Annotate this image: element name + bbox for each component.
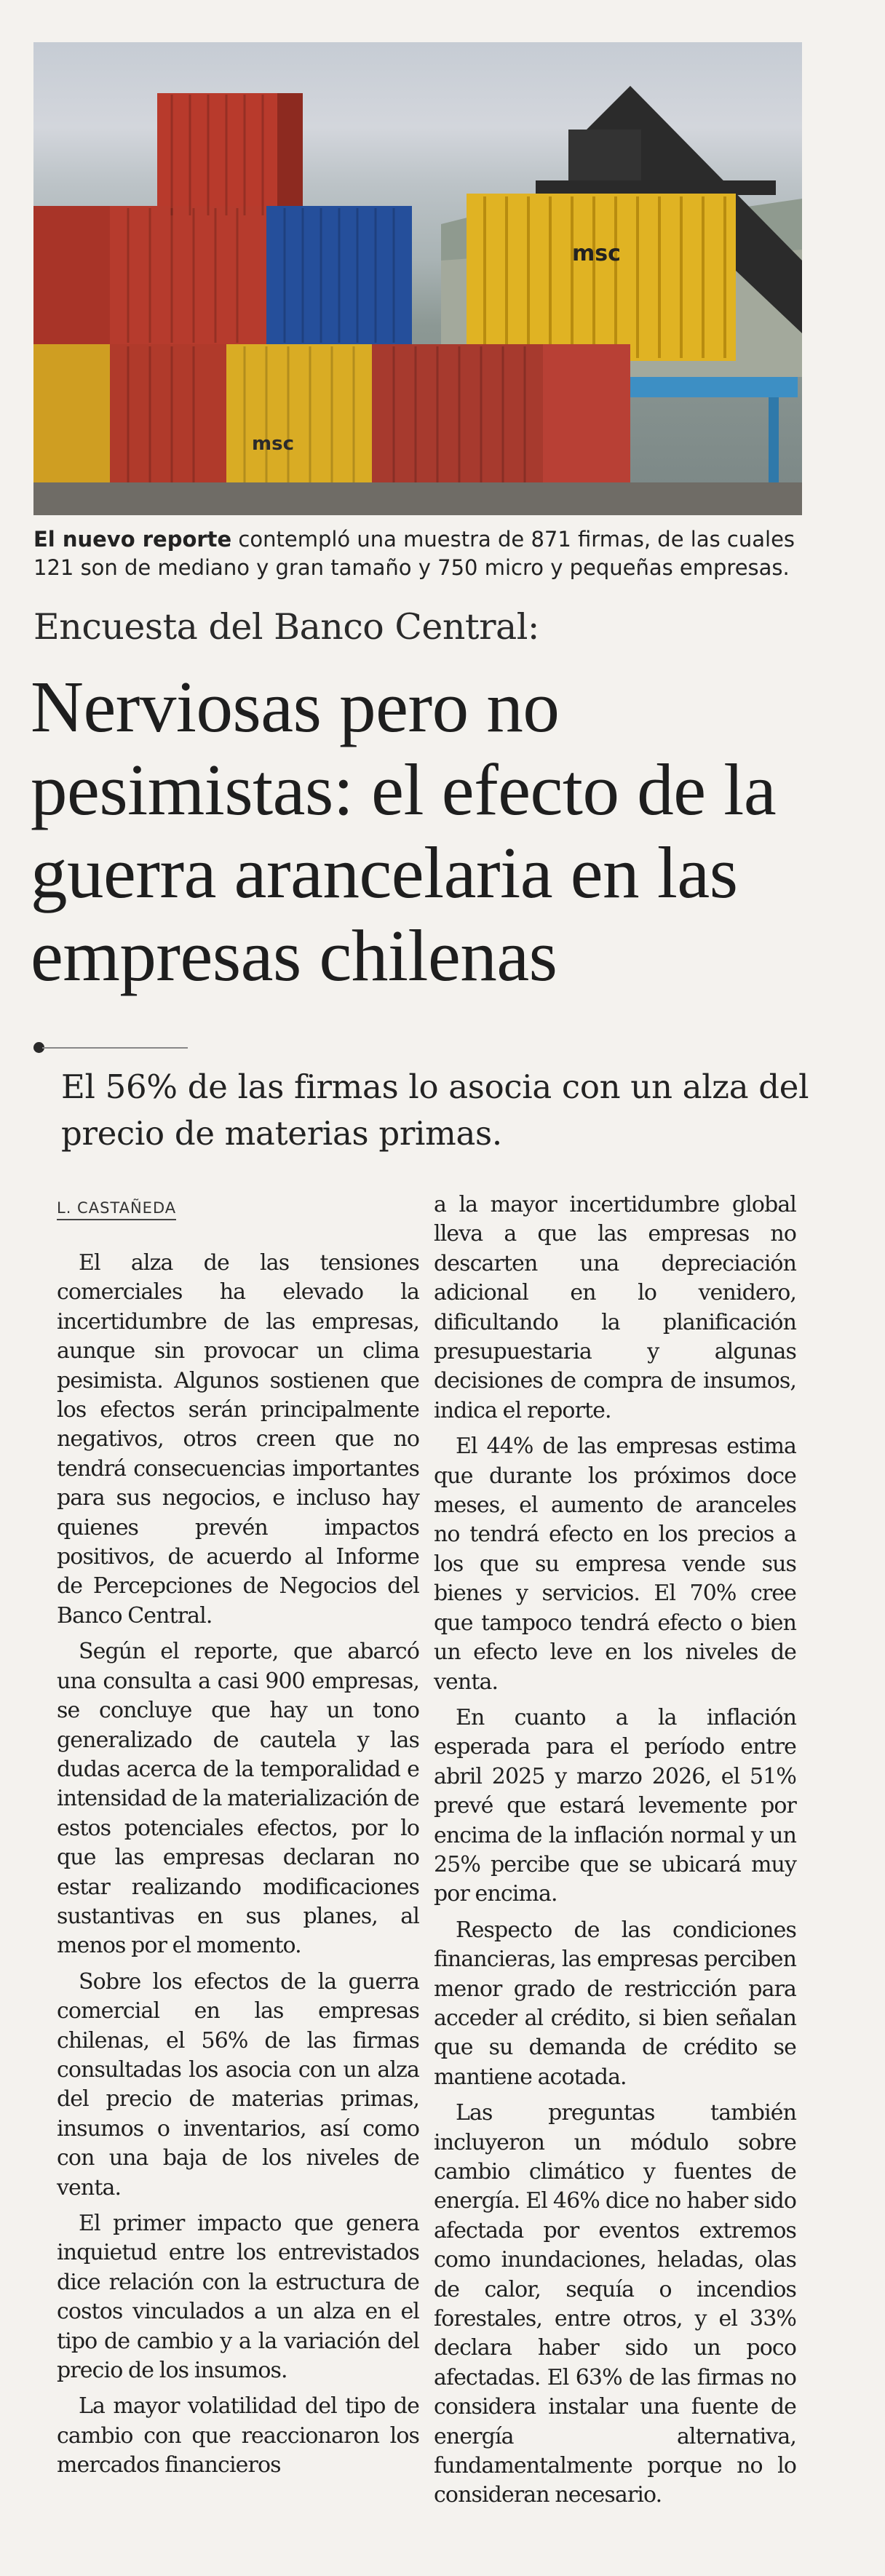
body-paragraph: Respecto de las condiciones financieras, las empresas perciben menor grado de restricción para acceder al crédito, si bien señalan que su demanda de crédito se mantiene acotada.: [434, 1917, 796, 2090]
separator-line: [42, 1047, 188, 1049]
article-kicker: Encuesta del Banco Central:: [33, 606, 539, 648]
body-column-right: [434, 1190, 796, 2517]
news-photo: [33, 42, 802, 515]
caption-lead: El nuevo reporte: [33, 527, 232, 552]
body-paragraph: Según el reporte, que abarcó una consulta a casi 900 empresas, se concluye que hay un tono generalizado de cautela y las dudas acerca de la temporalidad e intensidad de la materialización de estos potenciales efectos, por lo que las empresas declaran no estar realizando modificaciones sustantivas en sus planes, al menos por el momento.: [57, 1639, 419, 1959]
body-paragraph: La mayor volatilidad del tipo de cambio con que reaccionaron los mercados financieros: [57, 2393, 419, 2478]
body-paragraph: En cuanto a la inflación esperada para el período entre abril 2025 y marzo 2026, el 51% prevé que estará levemente por encima de la inflación normal y un 25% percibe que se ubicará muy por encima.: [434, 1704, 796, 1907]
container-logo: msc: [572, 241, 621, 266]
body-paragraph: Sobre los efectos de la guerra comercial en las empresas chilenas, el 56% de las firmas consultadas los asocia con un alza del precio de materias primas, insumos o inventarios, así como con una baja de los niveles de venta.: [57, 1968, 419, 2201]
body-column-left: [57, 1249, 419, 2487]
body-paragraph: a la mayor incertidumbre global lleva a que las empresas no descarten una depreciación adicional en lo venidero, dificultando la planificación presupuestaria y algunas decisiones de compra de insumos, indica el reporte.: [434, 1192, 796, 1423]
body-paragraph: Las preguntas también incluyeron un módulo sobre cambio climático y fuentes de energía. El 46% dice no haber sido afectada por eventos extremos como inundaciones, heladas, olas de calor, sequía o incendios forestales, entre otros, y el 33% declara haber sido un poco afectadas. El 63% de las firmas no considera instalar una fuente de energía alternativa, fundamentalmente porque no lo consideran necesario.: [434, 2100, 796, 2508]
body-paragraph: El alza de las tensiones comerciales ha elevado la incertidumbre de las empresas, aunque sin provocar un clima pesimista. Algunos sostienen que los efectos serán principalmente negativos, otros creen que no tendrá consecuencias importantes para sus negocios, e incluso hay quienes prevén impactos positivos, de acuerdo al Informe de Percepciones de Negocios del Banco Central.: [57, 1250, 419, 1629]
container-logo: msc: [252, 433, 294, 455]
article-subhead: El 56% de las firmas lo asocia con un alza del precio de materias primas.: [61, 1068, 809, 1153]
shipping-containers-photo: [33, 42, 802, 515]
body-paragraph: El primer impacto que genera inquietud entre los entrevistados dice relación con la estructura de costos vinculados a un alza en el tipo de cambio y a la variación del precio de los insumos.: [57, 2211, 419, 2384]
byline: L. CASTAÑEDA: [57, 1199, 176, 1220]
photo-caption: [33, 525, 805, 582]
body-paragraph: El 44% de las empresas estima que durante los próximos doce meses, el aumento de aranceles no tendrá efecto en los precios a los que su empresa vende sus bienes y servicios. El 70% cree que tampoco tendrá efecto o bien un efecto leve en los niveles de venta.: [434, 1434, 796, 1695]
article-headline: Nerviosas pero no pesimistas: el efecto de la guerra arancelaria en las empresas chilenas: [31, 666, 777, 996]
caption-text: contempló una muestra de 871 firmas, de las cuales 121 son de mediano y gran tamaño y 750 micro y pequeñas empresas.: [33, 527, 795, 580]
